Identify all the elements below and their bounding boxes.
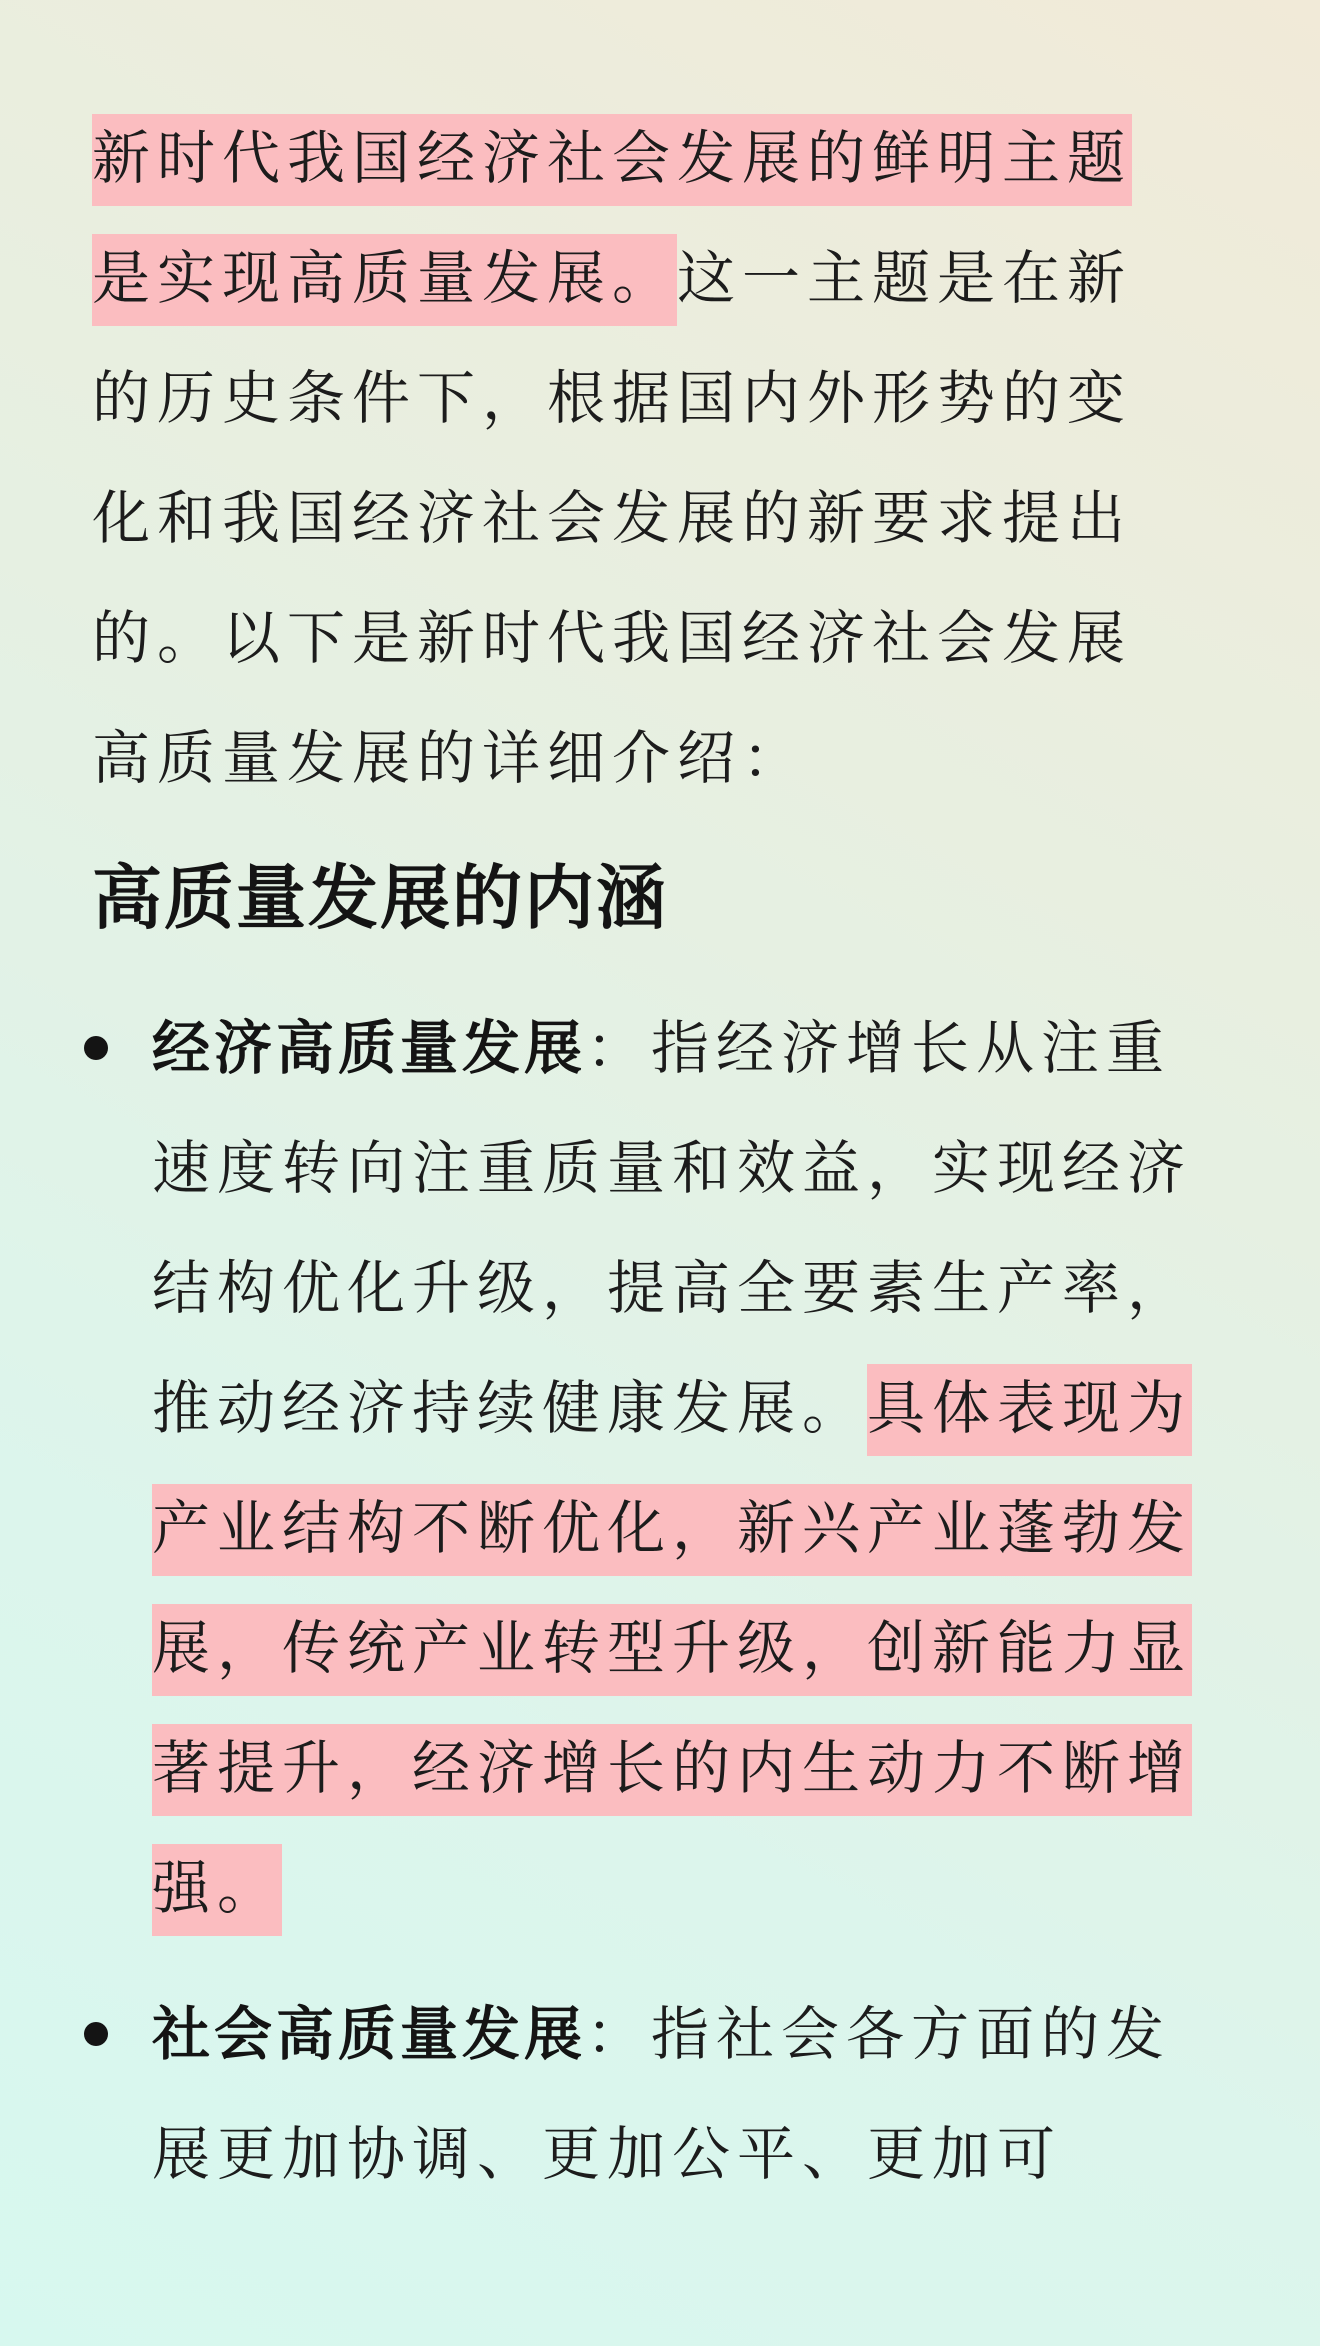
section-heading: 高质量发展的内涵 (92, 857, 668, 939)
bullet-economic-development (0, 988, 1194, 1948)
bullet-dot-icon (84, 2022, 108, 2046)
intro-paragraph (92, 98, 1192, 818)
bullet-separator: ： (586, 1014, 652, 1082)
bullet-dot-icon (84, 1036, 108, 1060)
intro-highlight: 新时代我国经济社会发展的鲜明主题是实现高质量发展。 (92, 114, 1132, 326)
bullet-list (0, 988, 1320, 2240)
bullet-term: 经济高质量发展 (152, 1014, 587, 1082)
bullet-text: 指社会各方面的发展更加协调、更加公平、更加可 (152, 2000, 1172, 2188)
bullet-highlight: 具体表现为产业结构不断优化，新兴产业蓬勃发展，传统产业转型升级，创新能力显著提升，经济增长的内生动力不断增强。 (152, 1364, 1192, 1936)
bullet-text: 指经济增长从注重速度转向注重质量和效益，实现经济结构优化升级，提高全要素生产率，推动经济持续健康发展。 (152, 1014, 1193, 1442)
intro-text: 这一主题是在新的历史条件下，根据国内外形势的变化和我国经济社会发展的新要求提出的。以下是新时代我国经济社会发展高质量发展的详细介绍： (92, 244, 1133, 792)
bullet-social-development (0, 1974, 1194, 2214)
bullet-separator: ： (586, 2000, 652, 2068)
bullet-term: 社会高质量发展 (152, 2000, 587, 2068)
